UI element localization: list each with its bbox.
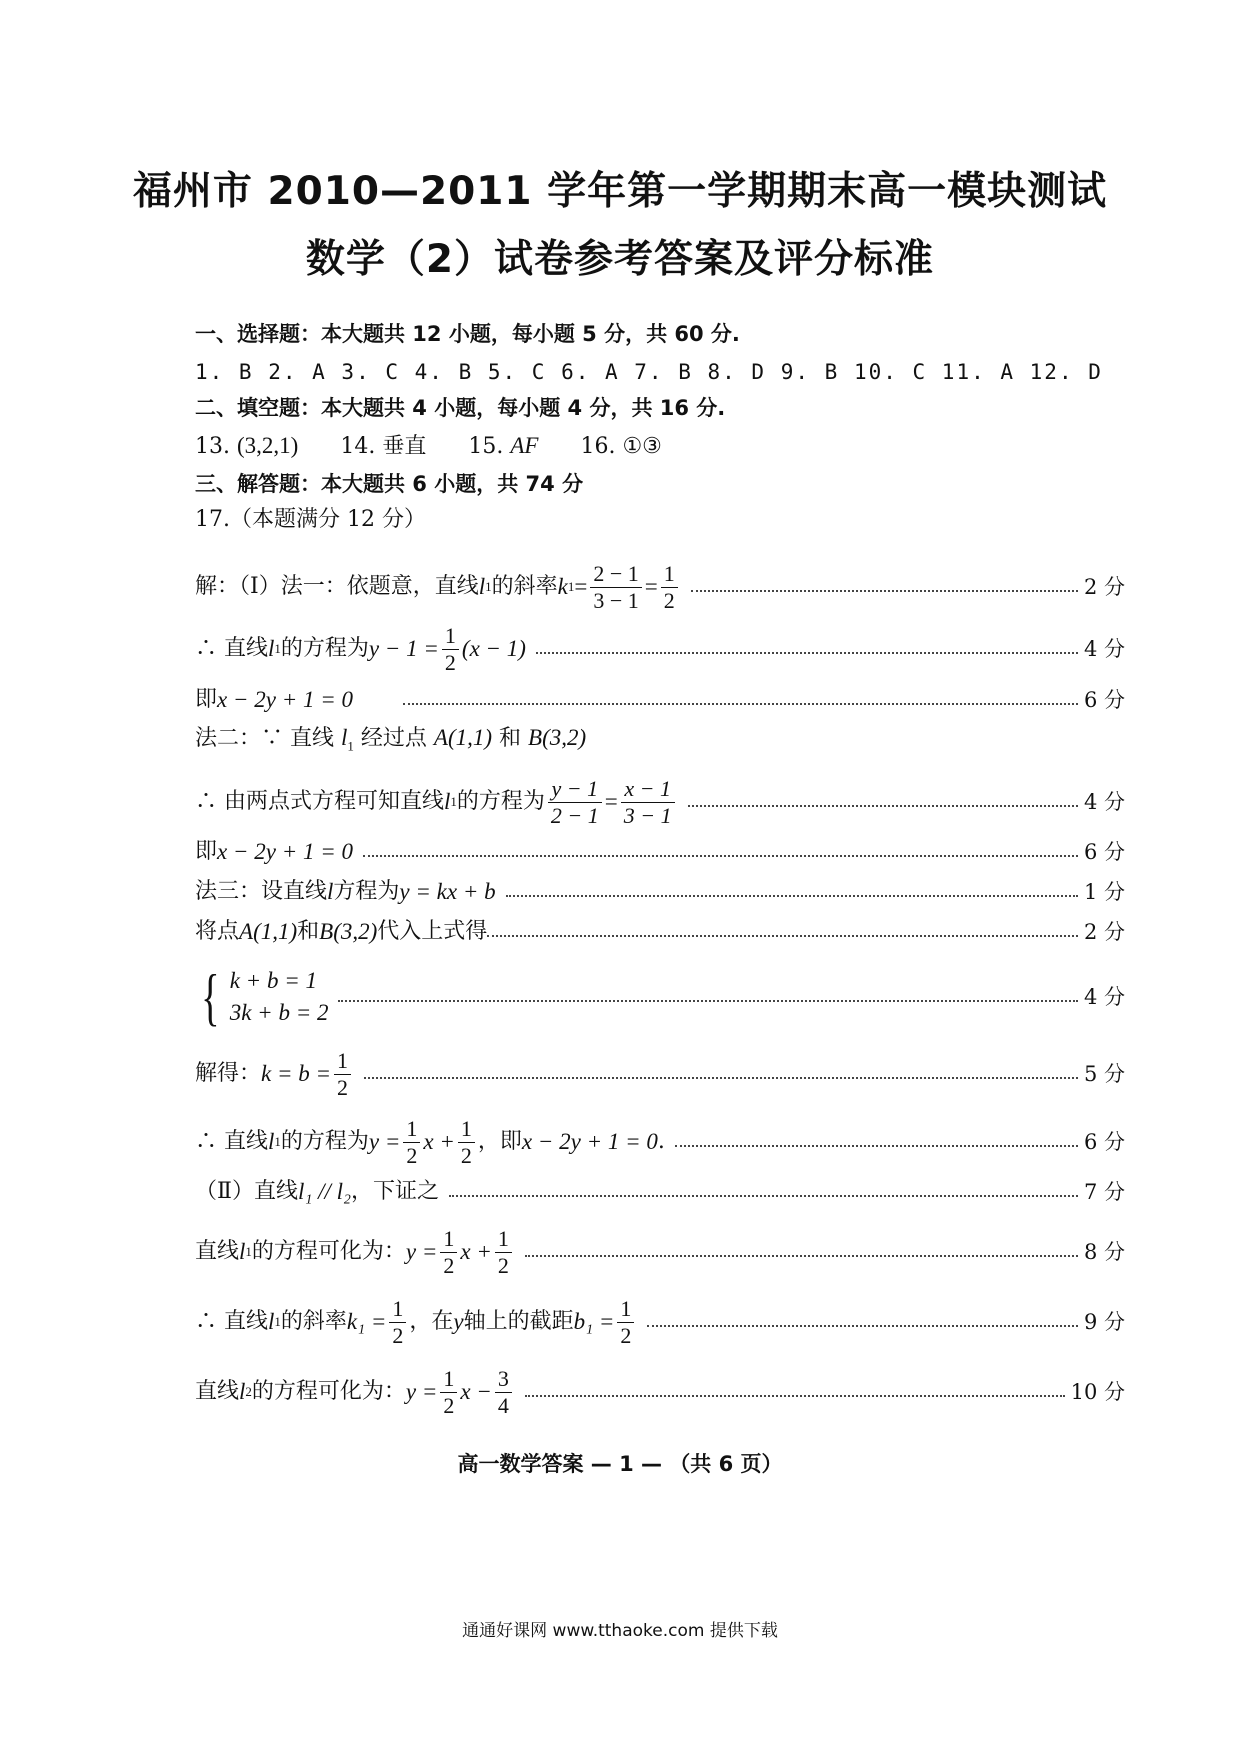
choice-answers: 1. B 2. A 3. C 4. B 5. C 6. A 7. B 8. D 9. B 10. C 11. A 12. D bbox=[195, 360, 1103, 384]
fraction: $\frac{2 - 1}{3 - 1}$ bbox=[590, 561, 641, 614]
score: 4 分 bbox=[1083, 637, 1125, 661]
fraction: $\frac{1}{2}$ bbox=[458, 1116, 475, 1169]
line-text: 和 bbox=[499, 726, 522, 751]
section-heading-solve: 三、解答题：本大题共 6 小题，共 74 分 bbox=[195, 472, 584, 496]
solution-line-8 bbox=[195, 918, 1125, 946]
line-text: ∴ 直线 bbox=[195, 1129, 268, 1154]
score: 10 分 bbox=[1070, 1380, 1125, 1404]
line-symbol: l bbox=[239, 1239, 246, 1264]
score: 7 分 bbox=[1083, 1180, 1125, 1204]
line-text: 的斜率 bbox=[491, 574, 558, 599]
fraction: $\frac{3}{4}$ bbox=[495, 1366, 512, 1419]
page-title: 福州市 2010—2011 学年第一学期期末高一模块测试 bbox=[132, 169, 1108, 214]
section-heading-fill: 二、填空题：本大题共 4 小题，每小题 4 分，共 16 分. bbox=[195, 396, 726, 420]
line-sub: 1 bbox=[567, 579, 575, 594]
line-relation: l₁ // l₂ bbox=[297, 1179, 352, 1204]
score: 6 分 bbox=[1083, 1130, 1125, 1154]
point-b: B(3,2) bbox=[528, 725, 587, 750]
line-text: 轴上的截距 bbox=[463, 1309, 574, 1334]
fraction: $\frac{1}{2}$ bbox=[334, 1048, 351, 1101]
solution-line-14 bbox=[195, 1294, 1125, 1350]
line-eq: y = bbox=[368, 1129, 401, 1154]
q16-label: 16. bbox=[580, 434, 616, 459]
line-text: . bbox=[657, 1129, 665, 1154]
point-a: A(1,1) bbox=[239, 919, 298, 944]
line-eq: y − 1 = bbox=[368, 636, 439, 661]
q17-title: 17.（本题满分 12 分） bbox=[195, 507, 426, 532]
q15-label: 15. bbox=[468, 434, 504, 459]
point-a: A(1,1) bbox=[433, 725, 493, 750]
line-text: 即 bbox=[195, 839, 218, 864]
line-text: ∴ 由两点式方程可知直线 bbox=[195, 789, 444, 814]
score: 4 分 bbox=[1083, 985, 1125, 1009]
line-text: 的方程为 bbox=[456, 789, 545, 814]
fraction: $\frac{1}{2}$ bbox=[403, 1116, 420, 1169]
fraction: $\frac{1}{2}$ bbox=[495, 1226, 512, 1279]
line-sub: 1 bbox=[450, 794, 457, 809]
line-eq: = bbox=[644, 574, 658, 599]
line-eq: x − 2y + 1 = 0 bbox=[217, 839, 353, 864]
line-text: 法二：∵ 直线 bbox=[195, 726, 334, 751]
score: 9 分 bbox=[1083, 1310, 1125, 1334]
solution-line-7 bbox=[195, 878, 1125, 906]
solution-line-10 bbox=[195, 1046, 1125, 1102]
line-text: （Ⅱ）直线 bbox=[195, 1179, 298, 1204]
line-text: 方程为 bbox=[333, 879, 400, 904]
line-symbol: l bbox=[268, 1129, 275, 1154]
score: 2 分 bbox=[1083, 575, 1125, 599]
line-eq: k₁ = bbox=[346, 1309, 387, 1334]
fraction: $\frac{x - 1}{3 - 1}$ bbox=[621, 776, 675, 829]
line-text: 法三：设直线 bbox=[195, 879, 328, 904]
line-symbol: l bbox=[341, 725, 348, 750]
line-eq: y = bbox=[405, 1239, 438, 1264]
line-sub: 1 bbox=[347, 738, 354, 754]
score: 8 分 bbox=[1083, 1240, 1125, 1264]
line-eq: k = b = bbox=[261, 1061, 332, 1086]
page-subtitle: 数学（2）试卷参考答案及评分标准 bbox=[305, 237, 935, 282]
q14-answer: 垂直 bbox=[382, 434, 427, 459]
line-text: ，下证之 bbox=[351, 1179, 440, 1204]
line-symbol: l bbox=[444, 789, 451, 814]
equation-system: { k + b = 1 3k + b = 2 bbox=[201, 961, 329, 1032]
fraction: $\frac{1}{2}$ bbox=[442, 623, 459, 676]
score: 1 分 bbox=[1083, 880, 1125, 904]
line-k: k bbox=[557, 574, 568, 599]
solution-line-6 bbox=[195, 838, 1125, 866]
solution-line-11 bbox=[195, 1114, 1125, 1170]
line-symbol: l bbox=[327, 879, 334, 904]
line-eq: x + bbox=[460, 1239, 492, 1264]
line-symbol: y bbox=[453, 1309, 464, 1334]
solution-line-9 bbox=[195, 962, 1125, 1032]
line-text: ∴ 直线 bbox=[195, 636, 268, 661]
point-b: B(3,2) bbox=[319, 919, 378, 944]
line-symbol: l bbox=[268, 636, 275, 661]
line-sub: 1 bbox=[274, 1134, 281, 1149]
fraction: $\frac{y - 1}{2 - 1}$ bbox=[548, 776, 602, 829]
line-text: ，在 bbox=[409, 1309, 454, 1334]
solution-line-12 bbox=[195, 1178, 1125, 1206]
line-text: 将点 bbox=[195, 919, 240, 944]
line-sub: 2 bbox=[245, 1384, 252, 1399]
line-eq: y = bbox=[405, 1379, 438, 1404]
q13-label: 13. bbox=[195, 434, 230, 459]
line-eq: x − bbox=[460, 1379, 492, 1404]
line-text: 直线 bbox=[195, 1379, 240, 1404]
watermark: 通通好课网 www.tthaoke.com 提供下载 bbox=[462, 1621, 778, 1641]
score: 2 分 bbox=[1083, 920, 1125, 944]
section-heading-choice: 一、选择题：本大题共 12 小题，每小题 5 分，共 60 分. bbox=[195, 322, 740, 346]
line-sub: 1 bbox=[274, 641, 281, 656]
score: 4 分 bbox=[1083, 790, 1125, 814]
solution-line-3 bbox=[195, 686, 1125, 714]
line-sub: 1 bbox=[485, 579, 492, 594]
line-eq: x − 2y + 1 = 0 bbox=[217, 687, 353, 712]
line-text: 解：（Ⅰ）法一：依题意，直线 bbox=[195, 574, 479, 599]
q16-answer: ①③ bbox=[622, 434, 662, 459]
fraction: $\frac{1}{2}$ bbox=[440, 1366, 457, 1419]
line-eq: x + bbox=[423, 1129, 455, 1154]
line-text: 即 bbox=[195, 687, 218, 712]
line-eq: = bbox=[604, 789, 618, 814]
solution-line-4 bbox=[195, 724, 1125, 760]
line-text: 的方程为 bbox=[280, 1129, 369, 1154]
system-eq-1: k + b = 1 bbox=[229, 968, 317, 993]
line-text: 的方程可化为： bbox=[251, 1379, 406, 1404]
score: 5 分 bbox=[1083, 1062, 1125, 1086]
line-text: 的斜率 bbox=[280, 1309, 347, 1334]
page-footer: 高一数学答案 — 1 — （共 6 页） bbox=[457, 1452, 783, 1476]
line-sub: 1 bbox=[274, 1314, 281, 1329]
q13-answer: (3,2,1) bbox=[237, 433, 299, 458]
fill-answers bbox=[195, 432, 1125, 461]
line-text: 直线 bbox=[195, 1239, 240, 1264]
line-text: 的方程可化为： bbox=[251, 1239, 406, 1264]
fraction: $\frac{1}{2}$ bbox=[661, 561, 678, 614]
line-symbol: l bbox=[239, 1379, 246, 1404]
system-eq-2: 3k + b = 2 bbox=[229, 1000, 329, 1025]
line-sub: 1 bbox=[245, 1244, 252, 1259]
solution-line-1 bbox=[195, 562, 1125, 612]
line-symbol: l bbox=[268, 1309, 275, 1334]
fraction: $\frac{1}{2}$ bbox=[617, 1296, 634, 1349]
score: 6 分 bbox=[1083, 840, 1125, 864]
solution-line-5 bbox=[195, 772, 1125, 832]
fraction: $\frac{1}{2}$ bbox=[389, 1296, 406, 1349]
line-text: 的方程为 bbox=[280, 636, 369, 661]
line-eq: b₁ = bbox=[573, 1309, 615, 1334]
line-text: 经过点 bbox=[360, 726, 427, 751]
score: 6 分 bbox=[1083, 688, 1125, 712]
solution-line-2 bbox=[195, 624, 1125, 674]
line-text: 和 bbox=[297, 919, 320, 944]
solution-line-15 bbox=[195, 1364, 1125, 1420]
line-symbol: l bbox=[478, 574, 486, 599]
line-text: ，即 bbox=[477, 1129, 522, 1154]
line-eq: x − 2y + 1 = 0 bbox=[521, 1129, 658, 1154]
line-text: 解得： bbox=[195, 1061, 262, 1086]
line-eq: y = kx + b bbox=[399, 879, 496, 904]
q14-label: 14. bbox=[340, 434, 376, 459]
line-text: 代入上式得 bbox=[377, 919, 488, 944]
line-eq: (x − 1) bbox=[461, 636, 526, 661]
fraction: $\frac{1}{2}$ bbox=[440, 1226, 457, 1279]
q15-answer: AF bbox=[510, 433, 539, 458]
line-eq: = bbox=[574, 574, 588, 599]
line-text: ∴ 直线 bbox=[195, 1309, 268, 1334]
solution-line-13 bbox=[195, 1224, 1125, 1280]
